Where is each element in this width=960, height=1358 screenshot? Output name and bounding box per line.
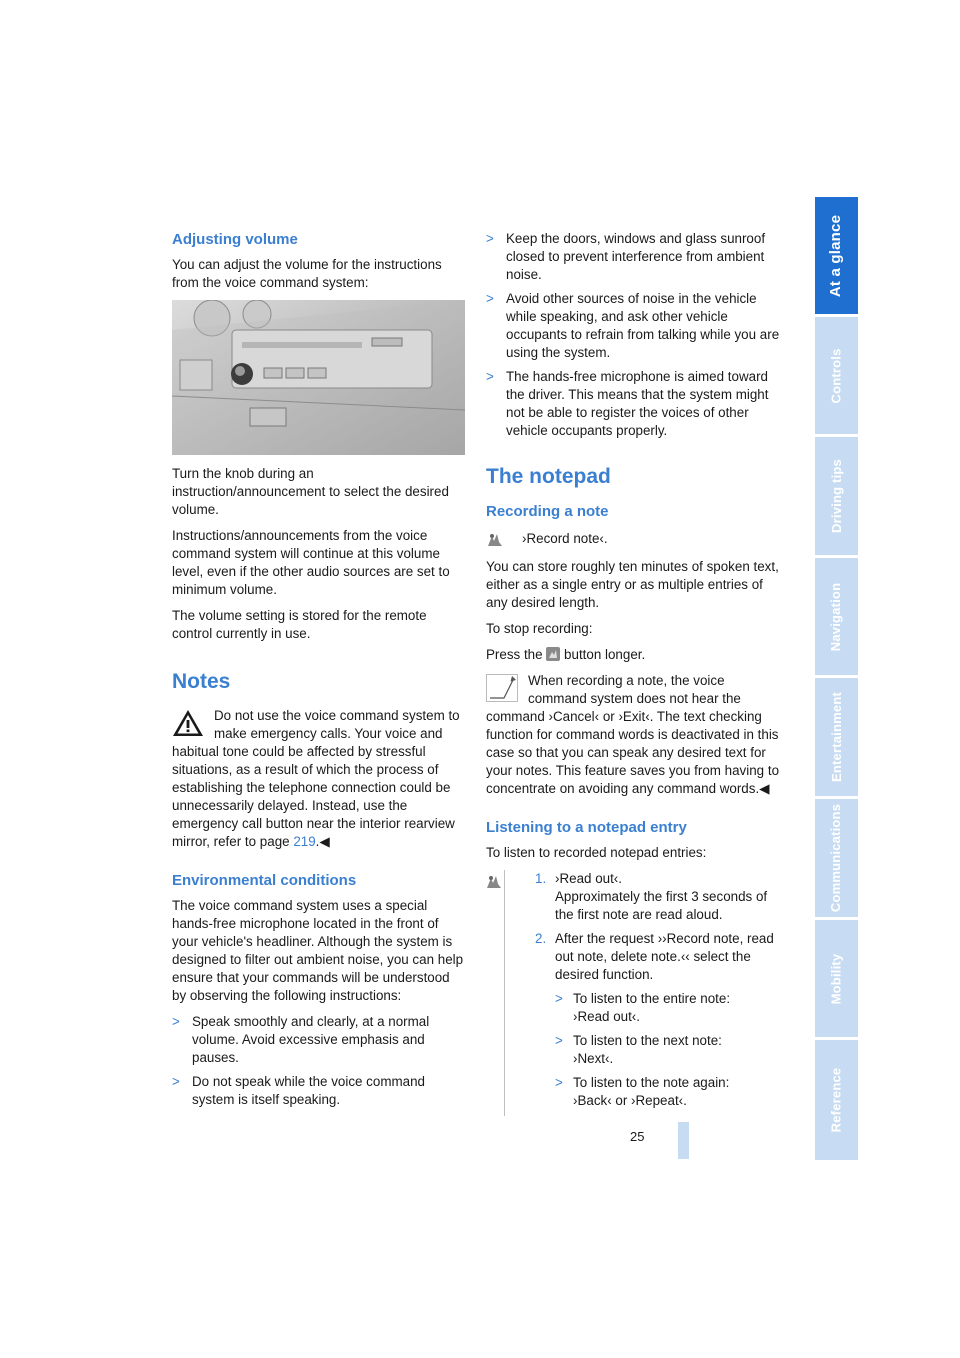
sub-step [555,990,782,1026]
tab-label: Entertainment [828,691,844,783]
bullet-marker: > [486,291,494,306]
tab-navigation[interactable] [815,558,858,675]
page-reference-link[interactable]: 219 [293,834,316,849]
bullet-marker: > [172,1014,180,1029]
step-number: 1. [535,871,547,886]
sub-step [555,1032,782,1068]
control-panel-photo [172,300,465,455]
tab-communications[interactable] [815,799,858,917]
bullet-marker: > [555,991,563,1006]
tab-entertainment[interactable] [815,678,858,796]
sub-step-text [573,990,730,1026]
sub-step-text [573,1032,722,1068]
section-heading-notes: Notes [172,670,231,693]
list-item [486,368,782,440]
page-number: 25 [630,1129,645,1144]
tab-label: At a glance [827,214,845,297]
paragraph: The voice command system uses a special hands-free microphone located in the front of your vehicle's headliner. Although the system is designed to filter out ambient noise, you can help ensure that your commands will be understood by observing the following instructions: [172,898,464,1003]
sub-step-command: ›Read out‹. [573,1009,640,1024]
list-item-text: Keep the doors, windows and glass sunroof closed to prevent interference from ambient noise. [506,231,766,282]
warning-end-mark: .◀ [315,834,330,849]
step-item [535,930,782,1116]
tab-label: Mobility [828,953,844,1004]
talk-button-icon [546,647,560,661]
numbered-steps [504,870,782,1116]
voice-command-icon [485,874,503,895]
voice-command-text: ›Record note‹. [522,531,608,546]
sub-step-list [555,990,782,1110]
list-item [172,1013,465,1067]
left-column [172,230,465,1115]
section-heading-adjusting-volume: Adjusting volume [172,231,298,248]
paragraph: The volume setting is stored for the remote control currently in use. [172,608,427,641]
paragraph-text: Press the [486,647,543,662]
bullet-marker: > [555,1075,563,1090]
step-text [555,930,782,1116]
warning-note [172,707,465,851]
paragraph: You can adjust the volume for the instructions from the voice command system: [172,257,442,290]
sub-step-label: To listen to the note again: [573,1075,730,1090]
right-column [486,230,782,1122]
note-text: When recording a note, the voice command system does not hear the command ›Cancel‹ or ›Exit‹. The text checking function for command words is deactivated in this case so that you can speak any desired text for your notes. This feature saves you from having to concentrate on avoiding any command words.◀ [486,673,780,796]
list-item-text: The hands-free microphone is aimed toward the driver. This means that the system might not be able to register the voices of other vehicle occupants properly. [506,369,769,438]
section-heading-recording-note: Recording a note [486,503,609,520]
sub-step [555,1074,782,1110]
step-text: ›Read out‹. Approximately the first 3 seconds of the first note are read aloud. [555,871,768,922]
sub-step-label: To listen to the next note: [573,1033,722,1048]
tab-reference[interactable] [815,1040,858,1160]
paragraph: To listen to recorded notepad entries: [486,845,707,860]
tab-label: Controls [828,347,844,404]
paragraph: Turn the knob during an instruction/announcement to select the desired volume. [172,466,449,517]
list-item [172,1073,465,1109]
paragraph: Instructions/announcements from the voice command system will continue at this volume level, even if the other audio sources are set to minimum volume. [172,528,450,597]
section-heading-environmental-conditions: Environmental conditions [172,872,357,889]
info-note [486,672,782,798]
tab-label: Navigation [828,582,844,651]
paragraph-text: button longer. [564,647,646,662]
sub-step-label: To listen to the entire note: [573,991,731,1006]
paragraph [486,646,782,664]
page-number-bar [678,1122,689,1159]
section-heading-listening: Listening to a notepad entry [486,819,687,836]
section-heading-notepad: The notepad [486,465,611,488]
step-item [535,870,782,924]
step-number: 2. [535,931,547,946]
step-text-main: After the request ››Record note, read out note, delete note.‹‹ select the desired function. [555,931,774,982]
tab-label: Driving tips [828,459,844,533]
paragraph: You can store roughly ten minutes of spoken text, either as a single entry or as multiple entries of any desired length. [486,559,779,610]
list-item-text: Do not speak while the voice command system is itself speaking. [192,1074,425,1107]
list-item [486,290,782,362]
tab-controls[interactable] [815,317,858,434]
note-arrow-icon [486,674,518,702]
tab-label: Communications [828,803,844,913]
sub-step-command: ›Next‹. [573,1051,614,1066]
list-item-text: Speak smoothly and clearly, at a normal volume. Avoid excessive emphasis and pauses. [192,1014,430,1065]
paragraph: To stop recording: [486,621,593,636]
list-item [486,230,782,284]
tab-at-a-glance[interactable] [815,197,858,314]
sub-step-command: ›Back‹ or ›Repeat‹. [573,1093,687,1108]
chapter-tabs [815,197,858,1160]
tab-label: Reference [828,1067,844,1133]
tab-driving-tips[interactable] [815,437,858,555]
bullet-marker: > [486,369,494,384]
list-item-text: Avoid other sources of noise in the vehicle while speaking, and ask other vehicle occupants to refrain from talking while you are using the system. [506,291,780,360]
voice-command [486,530,782,548]
warning-text: Do not use the voice command system to make emergency calls. Your voice and habitual tone could be affected by stressful situations, as a result of which the process of establishing the telephone connection could be unnecessarily delayed. Instead, use the emergency call button near the interior rearview mirror, refer to page [172,708,460,849]
sub-step-text [573,1074,729,1110]
bullet-marker: > [555,1033,563,1048]
bullet-marker: > [172,1074,180,1089]
tab-mobility[interactable] [815,920,858,1037]
voice-command-icon [486,532,504,553]
bullet-marker: > [486,231,494,246]
warning-triangle-icon [172,709,204,737]
